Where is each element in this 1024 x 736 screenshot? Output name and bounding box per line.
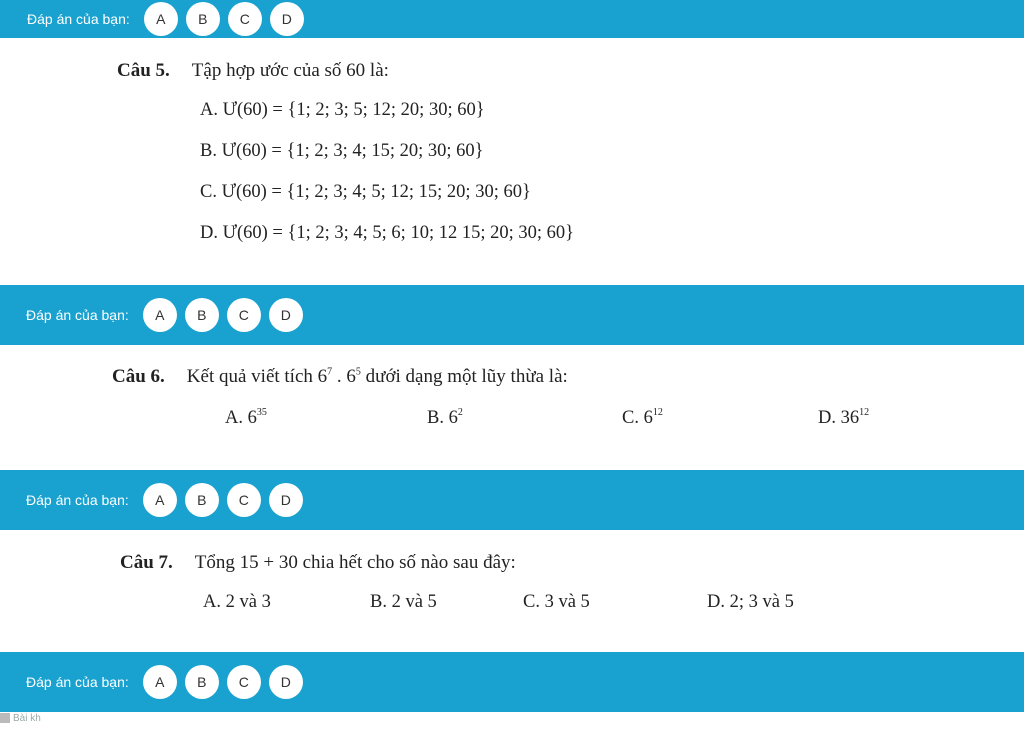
option-a-button[interactable]: A <box>143 298 177 332</box>
question-number: Câu 7. <box>120 552 173 573</box>
question-text: Tổng 15 + 30 chia hết cho số nào sau đây: <box>194 552 516 573</box>
question-text-mid: . 6 <box>332 366 356 387</box>
answer-b-text: B. Ư(60) = {1; 2; 3; 4; 15; 20; 30; 60} <box>200 141 484 161</box>
answer-c-text: C. Ư(60) = {1; 2; 3; 4; 5; 12; 15; 20; 30; 60} <box>200 182 531 202</box>
question-5-stem <box>117 60 389 82</box>
question-text: Tập hợp ước của số 60 là: <box>191 60 389 81</box>
option-a-button[interactable]: A <box>143 665 177 699</box>
answer-b-text: B. 2 và 5 <box>370 592 437 612</box>
answer-bar-q6 <box>0 470 1024 530</box>
option-a-button[interactable]: A <box>144 2 178 36</box>
option-b-button[interactable]: B <box>186 2 220 36</box>
question-6-stem <box>112 366 568 388</box>
answer-b-text: B. $6^2$ <box>427 407 463 428</box>
option-d-button[interactable]: D <box>270 2 304 36</box>
question-text-prefix: Kết quả viết tích 6 <box>186 366 328 387</box>
answer-c-text: C. 3 và 5 <box>523 592 590 612</box>
answer-label: Đáp án của bạn: <box>26 307 129 323</box>
footer-tag <box>0 712 41 724</box>
answer-d-text: D. $36^{12}$ <box>818 407 870 428</box>
answer-bar-q4 <box>0 0 1024 38</box>
option-b-button[interactable]: B <box>185 483 219 517</box>
option-b-button[interactable]: B <box>185 665 219 699</box>
next-question-area <box>0 712 1024 736</box>
option-c-button[interactable]: C <box>227 483 261 517</box>
option-b-button[interactable]: B <box>185 298 219 332</box>
question-number: Câu 5. <box>117 60 170 81</box>
answer-d-text: D. 2; 3 và 5 <box>707 592 794 612</box>
question-text-suffix: dưới dạng một lũy thừa là: <box>360 366 568 387</box>
answer-bar-q5 <box>0 285 1024 345</box>
option-d-button[interactable]: D <box>269 298 303 332</box>
answer-label: Đáp án của bạn: <box>26 674 129 690</box>
answer-a-text: A. Ư(60) = {1; 2; 3; 5; 12; 20; 30; 60} <box>200 100 485 120</box>
option-d-button[interactable]: D <box>269 483 303 517</box>
option-a-button[interactable]: A <box>143 483 177 517</box>
option-d-button[interactable]: D <box>269 665 303 699</box>
answer-a-text: A. $6^{35}$ <box>225 407 267 428</box>
question-number: Câu 6. <box>112 366 165 387</box>
answer-a-text: A. 2 và 3 <box>203 592 271 612</box>
answer-bar-q7 <box>0 652 1024 712</box>
exponent: 7 <box>327 366 333 378</box>
exponent: 5 <box>355 366 361 378</box>
question-7-stem <box>120 552 516 574</box>
answer-label: Đáp án của bạn: <box>27 11 130 27</box>
option-c-button[interactable]: C <box>227 298 261 332</box>
option-c-button[interactable]: C <box>228 2 262 36</box>
answer-d-text: D. Ư(60) = {1; 2; 3; 4; 5; 6; 10; 12 15; 20; 30; 60} <box>200 223 575 243</box>
answer-label: Đáp án của bạn: <box>26 492 129 508</box>
option-c-button[interactable]: C <box>227 665 261 699</box>
document-icon <box>0 713 10 723</box>
answer-c-text: C. $6^{12}$ <box>622 407 663 428</box>
footer-tag-label: Bài kh <box>13 712 41 724</box>
